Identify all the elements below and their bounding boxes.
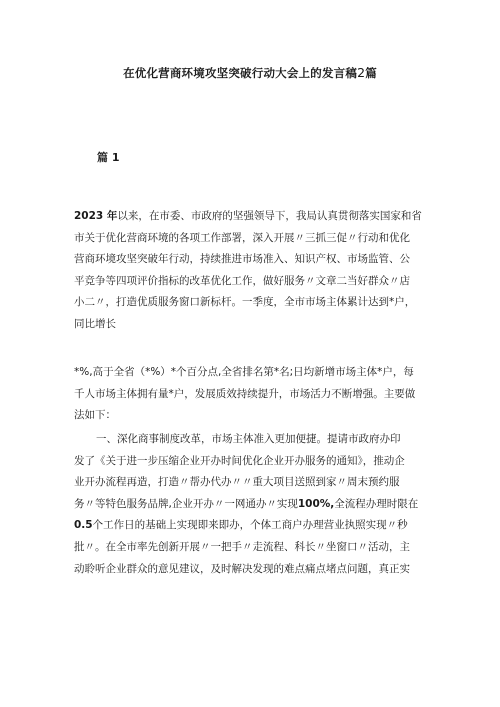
paragraph-line: 发了《关于进一步压缩企业开办时间优化企业开办服务的通知》，推动企	[74, 454, 405, 467]
paragraph-line: 平竞争等四项评价指标的改革优化工作，做好服务〃文章二当好群众〃店	[74, 274, 410, 287]
paragraph-line: 批〃。在全市率先创新开展〃一把手〃走流程、科长〃坐窗口〃活动，主	[74, 540, 410, 553]
paragraph-line: 务〃等特色服务品牌,企业开办〃一网通办〃实现100%,全流程办理时限在	[74, 497, 419, 510]
paragraph-line: 动聆听企业群众的意见建议，及时解决发现的难点痛点堵点问题，真正实	[74, 562, 410, 575]
year-lead: 2023 年	[74, 210, 118, 222]
bold-half-day: 0.5	[74, 519, 93, 532]
paragraph-line: 法如下：	[74, 409, 116, 422]
title-text: 在优化营商环境攻坚突破行动大会上的发言稿	[123, 66, 358, 80]
paragraph-line: 2023 年以来，在市委、市政府的坚强领导下，我局认真贯彻落实国家和省	[74, 210, 422, 222]
paragraph-2	[74, 362, 439, 427]
paragraph-line: 0.5个工作日的基础上实现即来即办，个体工商户办理营业执照实现〃秒	[74, 519, 408, 532]
paragraph-3	[74, 429, 439, 580]
paragraph-line: 市关于优化营商环境的各项工作部署，深入开展〃三抓三促〃行动和优化	[74, 231, 410, 244]
paragraph-1	[74, 206, 439, 336]
paragraph-line: 千人市场主体拥有量*户，发展质效持续提升，市场活力不断增强。主要做	[74, 387, 416, 400]
title-count: 2	[357, 65, 366, 80]
paragraph-line: 小二〃，打造优质服务窗口新标杆。一季度，全市市场主体累计达到*户，	[74, 296, 416, 309]
title-suffix: 篇	[365, 66, 377, 80]
document-title	[0, 65, 500, 81]
paragraph-line: 同比增长	[74, 317, 116, 330]
bold-percent: 100%,	[297, 497, 335, 510]
paragraph-line: *%,高于全省（*%）*个百分点,全省排名第*名;日均新增市场主体*户，每	[74, 366, 414, 378]
section-heading: 篇 1	[97, 151, 120, 164]
paragraph-line: 营商环境攻坚突破年行动，持续推进市场准入、知识产权、市场监管、公	[74, 253, 410, 266]
paragraph-line: 业开办流程再造，打造〃帮办代办〃〃重大项目送照到家〃周末预约服	[74, 476, 400, 489]
paragraph-line: 一、深化商事制度改革，市场主体准入更加便捷。提请市政府办印	[96, 433, 401, 445]
